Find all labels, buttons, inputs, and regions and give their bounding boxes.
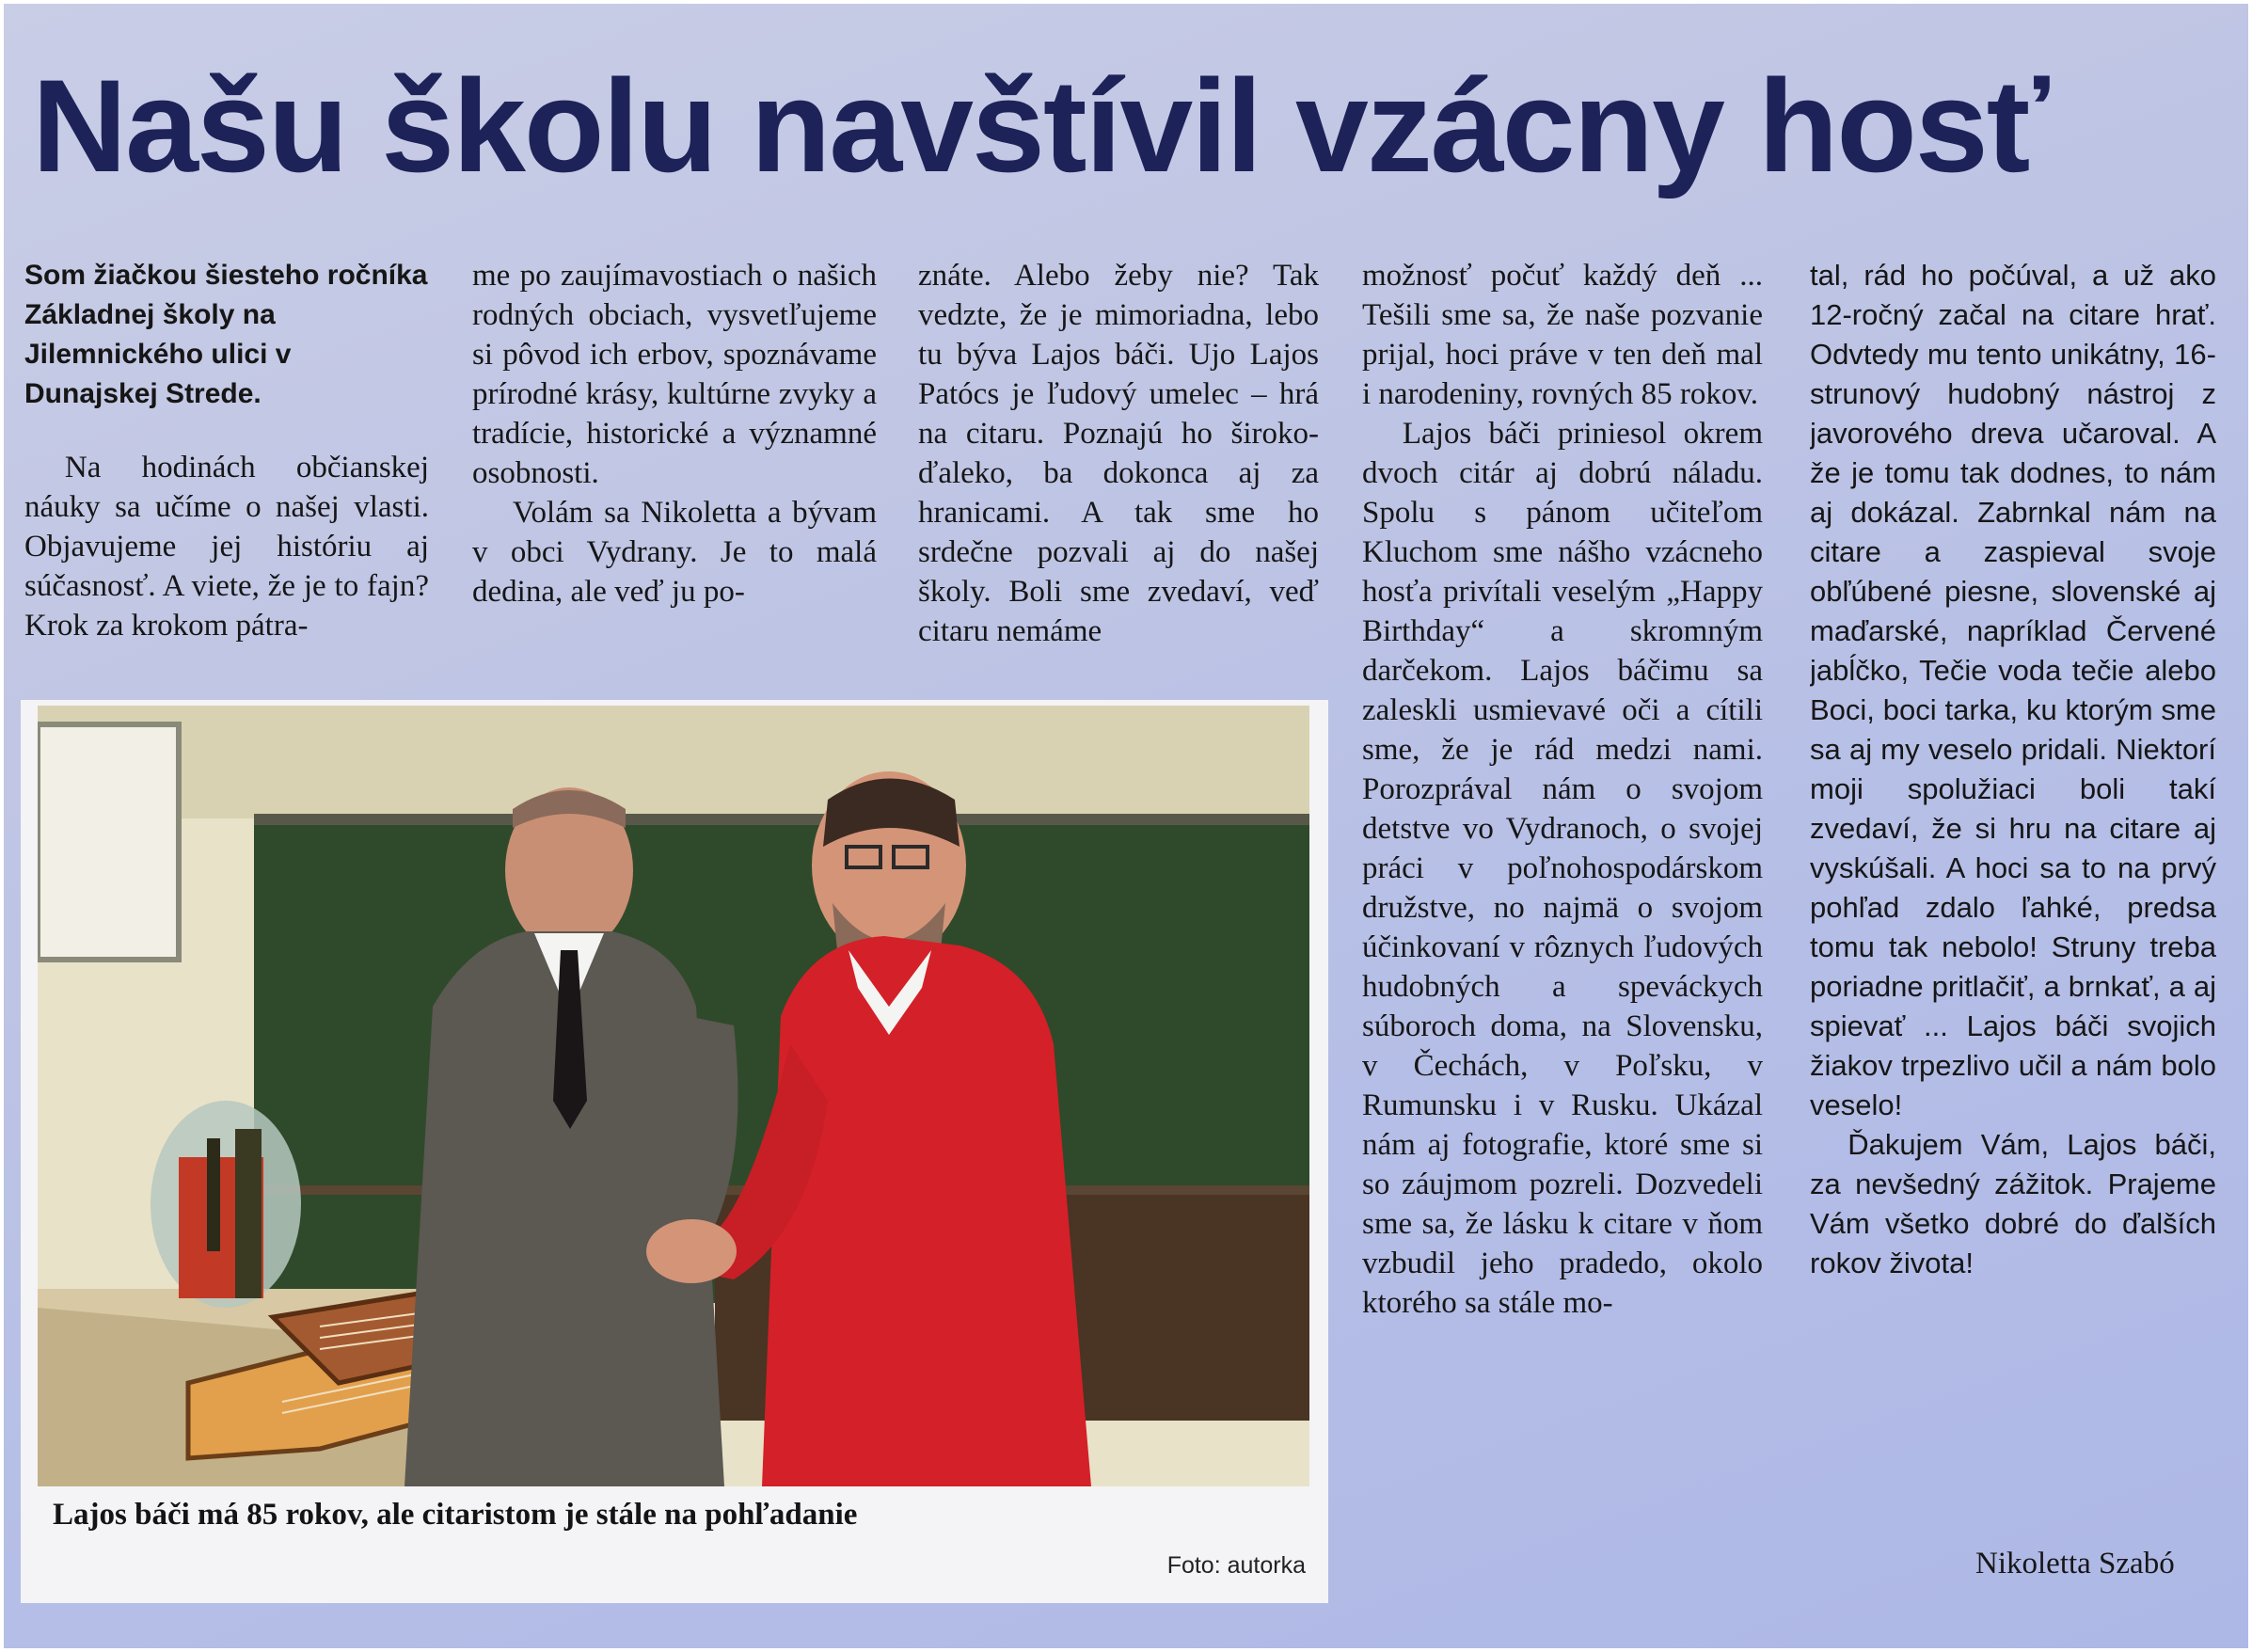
photo-illustration [38,706,1309,1486]
col5-paragraph-1: tal, rád ho počúval, a už ako 12-ročný začal na citare hrať. Odvtedy mu tento unikátny, 16-strunový hudobný nástroj z javorového dreva učaroval. A že je tomu tak dodnes, to nám aj dokázal. Zabrnkal nám na citare a zaspieval svoje obľúbené piesne, slovenské aj maďarské, napríklad Červené jabĺčko, Tečie voda tečie alebo Boci, boci tarka, ku ktorým sme sa aj my veselo pridali. Niektorí moji spolužiaci boli takí zvedaví, že si hru na citare aj vyskúšali. A hoci sa to na prvý pohľad zdalo ľahké, predsa tomu tak nebolo! Struny treba poriadne pritlačiť, a brnkať, a aj spievať ... Lajos báči svojich žiakov trpezlivo učil a nám bolo veselo! [1810,259,2216,1121]
article-headline: Našu školu navštívil vzácny hosť [32,52,2048,199]
article-photo [38,706,1309,1486]
column-1 [24,256,429,698]
col3-paragraph: znáte. Alebo žeby nie? Tak vedzte, že je mimoriadna, lebo tu býva Lajos báči. Ujo Lajos Patócs je ľudový umelec – hrá na citaru. Poznajú ho široko-ďaleko, ba dokonca aj za hranicami. A tak sme ho srdečne pozvali aj do našej školy. Boli sme zvedaví, veď citaru nemáme [918,259,1319,648]
author-signature: Nikoletta Szabó [1975,1547,2175,1581]
column-2 [472,256,877,698]
photo-caption: Lajos báči má 85 rokov, ale citaristom je stále na pohľadanie [53,1498,858,1532]
article-lead: Som žiačkou šiesteho ročníka Základnej školy na Jilemnického ulici v Dunajskej Strede. [24,260,428,409]
col2-paragraph-1: me po zaujímavostiach o našich rodných obciach, vysvetľujeme si pôvod ich erbov, spoznávame prírodné krásy, kultúrne zvyky a tradície, historické a významné osobnosti. [472,259,877,490]
newspaper-page [4,4,2248,1648]
col1-paragraph: Na hodinách občianskej náuky sa učíme o našej vlasti. Objavujeme jej históriu aj súčasnosť. A viete, že je to fajn? Krok za krokom pátra- [24,451,429,643]
column-5 [1810,256,2216,1611]
column-4 [1362,256,1763,1611]
col4-paragraph-2: Lajos báči priniesol okrem dvoch citár aj dobrú náladu. Spolu s pánom učiteľom Kluchom sme nášho vzácneho hosťa privítali veselým „Happy Birthday“ a skromným darčekom. Lajos báčimu sa zaleskli usmievavé oči a cítili sme, že je rád medzi nami. Porozprával nám o svojom detstve vo Vydranoch, o svojej práci v poľnohospodárskom družstve, no najmä o svojom účinkovaní v rôznych ľudových hudobných a speváckych súboroch doma, na Slovensku, v Čechách, v Poľsku, v Rumunsku i v Rusku. Ukázal nám aj fotografie, ktoré sme si so záujmom pozreli. Dozvedeli sme sa, že lásku k citare v ňom vzbudil jeho pradedo, okolo ktorého sa stále mo- [1362,417,1763,1320]
photo-block [21,700,1328,1603]
photo-credit: Foto: autorka [1166,1552,1306,1579]
column-3 [918,256,1319,698]
col2-paragraph-2: Volám sa Nikoletta a bývam v obci Vydrany. Je to malá dedina, ale veď ju po- [472,496,877,609]
col4-paragraph-1: možnosť počuť každý deň ... Tešili sme sa, že naše pozvanie prijal, hoci práve v ten deň mal i narodeniny, rovných 85 rokov. [1362,259,1763,411]
col5-paragraph-2: Ďakujem Vám, Lajos báči, za nevšedný zážitok. Prajeme Vám všetko dobré do ďalších rokov života! [1810,1128,2216,1279]
